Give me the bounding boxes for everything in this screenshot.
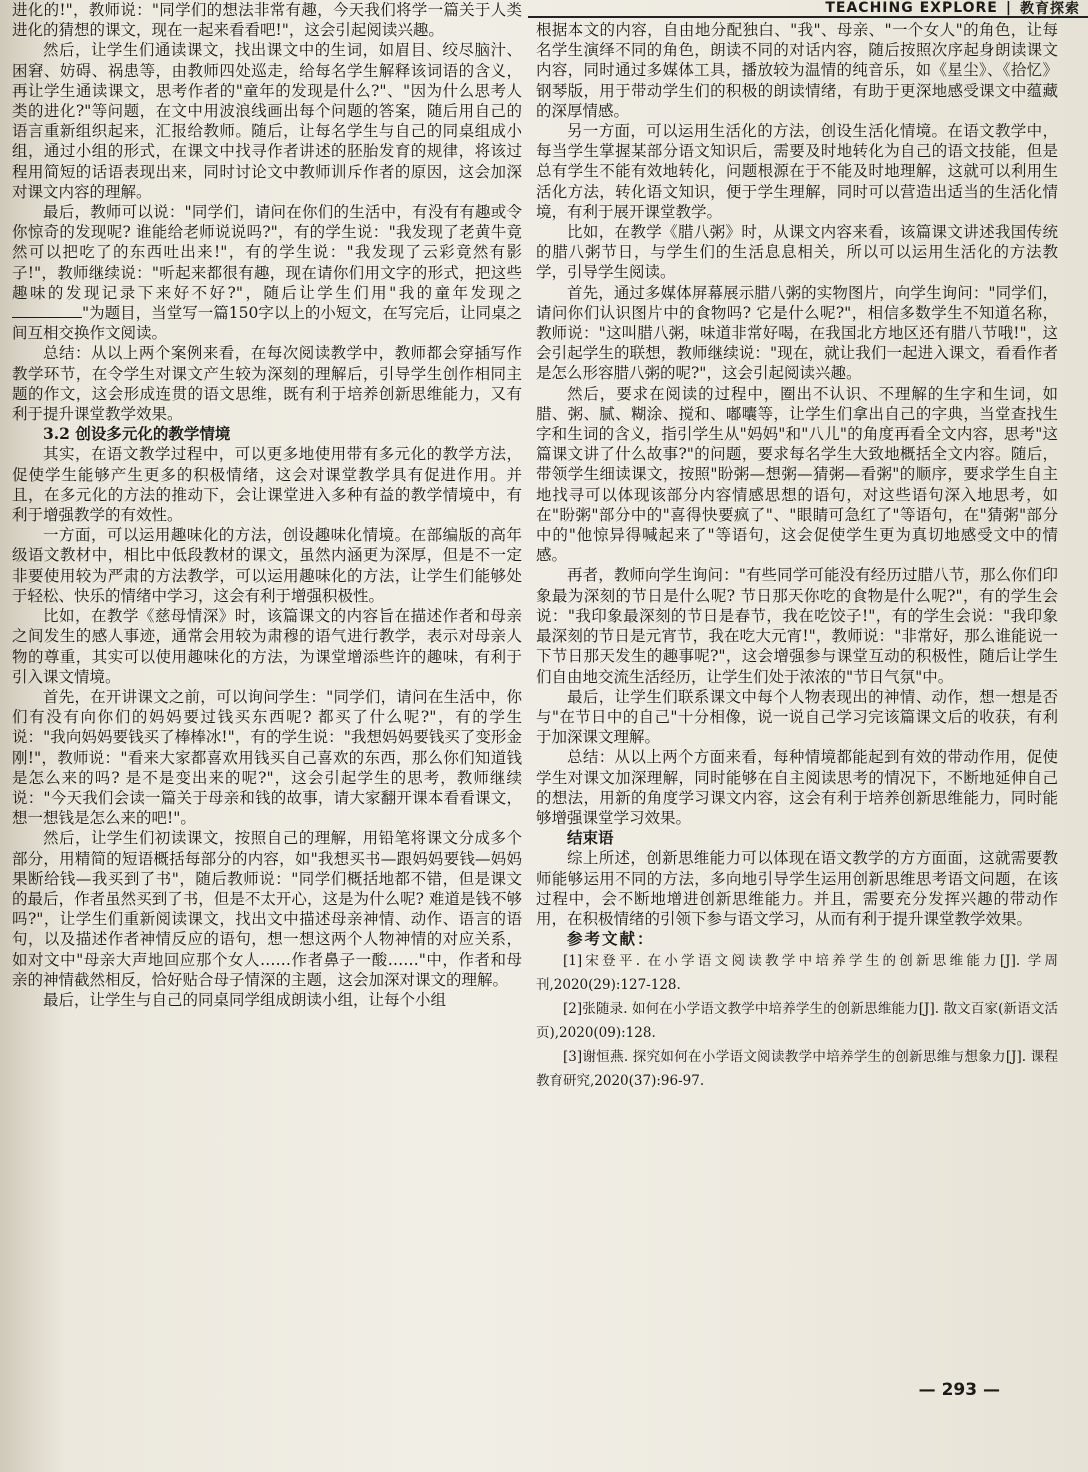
paragraph: 比如，在教学《腊八粥》时，从课文内容来看，该篇课文讲述我国传统的腊八粥节日，与学生们的生活息息相关，所以可以运用生活化的方法教学，引导学生阅读。 xyxy=(536,223,1058,282)
paragraph: 然后，让学生们通读课文，找出课文中的生词，如眉目、绞尽脑汁、困窘、妨碍、祸患等，由教师四处巡走，给每名学生解释该词语的含义，再让学生通读课文，思考作者的"童年的发现是什么?"、"因为什么思考人类的进化?"等问题，在文中用波浪线画出每个问题的答案，随后用自己的语言重新组织起来，汇报给教师。随后，让每名学生与自己的同桌组成小组，通过小组的形式，在课文中找寻作者讲述的胚胎发育的规律，将该过程用简短的话语表现出来，同时讨论文中教师训斥作者的原因，这会加深对课文内容的理解。 xyxy=(12,41,522,201)
paragraph: 最后，让学生们联系课文中每个人物表现出的神情、动作，想一想是否与"在节日中的自己"十分相像，说一说自己学习完该篇课文后的收获，有利于加深课文理解。 xyxy=(536,687,1058,747)
page-number: — 293 — xyxy=(918,1380,1000,1400)
paragraph: 再者，教师向学生询问："有些同学可能没有经历过腊八节，那么你们印象最为深刻的节日是什么呢? 节日那天你吃的食物是什么呢?"，有的学生会说："我印象最深刻的节日是春节，我在吃饺子!"，有的学生会说："我印象最深刻的节日是元宵节，我在吃大元宵!"，教师说："非常好，那么谁能说一下节日那天发生的趣事呢?"，这会增强参与课堂互动的积极性，随后让学生们自由地交流生活经历，让学生们处于浓浓的"节日气氛"中。 xyxy=(536,566,1058,686)
running-header xyxy=(528,0,1088,18)
section-heading: 3.2 创设多元化的教学情境 xyxy=(43,424,231,444)
paragraph: 首先，在开讲课文之前，可以询问学生："同学们，请问在生活中，你们有没有向你们的妈妈要过钱买东西呢? 都买了什么呢?"，有的学生说："我向妈妈要钱买了棒棒冰!"，有的学生说："我想妈妈要钱买了变形金刚!"，教师说："看来大家都喜欢用钱买自己喜欢的东西，那么你们知道钱是怎么来的吗? 是不是变出来的呢?"，这会引起学生的思考，教师继续说："今天我们会读一篇关于母亲和钱的故事，请大家翻开课本看看课文，想一想钱是怎么来的吧!"。 xyxy=(12,687,522,828)
paragraph: 其实，在语文教学过程中，可以更多地使用带有多元化的教学方法，促使学生能够产生更多的积极情绪，这会对课堂教学具有促进作用。并且，在多元化的方法的推动下，会让课堂进入多种有益的教学情境中，有利于增强教学的有效性。 xyxy=(12,445,522,525)
header-separator: | xyxy=(1005,0,1012,16)
paragraph: 比如，在教学《慈母情深》时，该篇课文的内容旨在描述作者和母亲之间发生的感人事迹，通常会用较为肃穆的语气进行教学，表示对母亲人物的尊重，其实可以使用趣味化的方法，为课堂增添些许的趣味，有利于引入课文情境。 xyxy=(12,607,522,686)
paragraph: 综上所述，创新思维能力可以体现在语文教学的方方面面，这就需要教师能够运用不同的方法，多向地引导学生运用创新思维思考语文问题，在该过程中，会不断地增进创新思维能力。并且，需要充分发挥兴趣的带动作用，在积极情绪的引领下参与语文学习，从而有利于提升课堂教学效果。 xyxy=(536,849,1058,928)
reference-item: [1]宋登平. 在小学语文阅读教学中培养学生的创新思维能力[J]. 学周刊,2020(29):127-128. xyxy=(536,953,1058,994)
header-chinese: 教育探索 xyxy=(1020,1,1080,17)
paragraph: 总结：从以上两个方面来看，每种情境都能起到有效的带动作用，促使学生对课文加深理解，同时能够在自主阅读思考的情况下，不断地延伸自己的想法，用新的角度学习课文内容，这会有利于培养创新思维能力，同时能够增强课堂学习效果。 xyxy=(536,748,1058,827)
paragraph: 然后，要求在阅读的过程中，圈出不认识、不理解的生字和生词，如腊、粥、腻、糊涂、搅和、嘟囔等，让学生们拿出自己的字典，当堂查找生字和生词的含义，指引学生从"妈妈"和"八儿"的角度再看全文内容，思考"这篇课文讲了什么故事?"的问题，要求每名学生大致地概括全文内容。随后，带领学生细读课文，按照"盼粥—想粥—猜粥—看粥"的顺序，要求学生自主地找寻可以体现该部分内容情感思想的语句，对这些语句深入地思考，如在"盼粥"部分中的"喜得快要疯了"、"眼睛可急红了"等语句，在"猜粥"部分中的"他惊异得喊起来了"等语句，这会促使学生更为真切地感受文中的情感。 xyxy=(536,384,1058,565)
paragraph: 一方面，可以运用趣味化的方法，创设趣味化情境。在部编版的高年级语文教材中，相比中低段教材的课文，虽然内涵更为深厚，但是不一定非要使用较为严肃的方法教学，可以运用趣味化的方法，让学生们能够处于轻松、快乐的情绪中学习，这会有利于增强积极性。 xyxy=(12,526,522,605)
left-column xyxy=(12,0,522,1010)
conclusion-heading: 结束语 xyxy=(567,828,614,848)
right-column xyxy=(536,20,1058,1093)
reference-item: [3]谢恒燕. 探究如何在小学语文阅读教学中培养学生的创新思维与想象力[J]. 课程教育研究,2020(37):96-97. xyxy=(536,1049,1058,1090)
fill-blank-line xyxy=(12,317,82,318)
paragraph: 进化的!"，教师说："同学们的想法非常有趣，今天我们将学一篇关于人类进化的猜想的课文，现在一起来看看吧!"，这会引起阅读兴趣。 xyxy=(12,1,522,40)
paragraph: 然后，让学生们初读课文，按照自己的理解，用铅笔将课文分成多个部分，用精简的短语概括每部分的内容，如"我想买书—跟妈妈要钱—妈妈果断给钱—我买到了书"，随后教师说："同学们概括地都不错，但是课文的最后，作者虽然买到了书，但是不太开心，这是为什么呢? 难道是钱不够吗?"，让学生们重新阅读课文，找出文中描述母亲神情、动作、语言的语句，以及描述作者神情反应的语句，想一想这两个人物神情的对应关系，如对文中"母亲大声地回应那个女人……作者鼻子一酸……"中，作者和母亲的神情截然相反，恰好贴合母子情深的主题，这会加深对课文的理解。 xyxy=(12,829,522,989)
paragraph: 另一方面，可以运用生活化的方法，创设生活化情境。在语文教学中，每当学生掌握某部分语文知识后，需要及时地转化为自己的语文技能，但是总有学生不能有效地转化，问题根源在于不能及时地理解，这就可以利用生活化方法，转化语文知识，便于学生理解，同时可以营造出适当的生活化情境，有利于展开课堂教学。 xyxy=(536,122,1058,221)
paragraph-text: 最后，教师可以说："同学们，请问在你们的生活中，有没有有趣或令你惊奇的发现呢? 谁能给老师说说吗?"，有的学生说："我发现了老黄牛竟然可以把吃了的东西吐出来!"，有的学生说："我发现了云彩竟然有影子!"，教师继续说："听起来都很有趣，现在请你们用文字的形式，把这些趣味的发现记录下来好不好?"，随后让学生们用"我的童年发现之 xyxy=(12,203,522,302)
paragraph: 根据本文的内容，自由地分配独白、"我"、母亲、"一个女人"的角色，让每名学生演绎不同的角色，朗读不同的对话内容，随后按照次序起身朗读课文内容，同时通过多媒体工具，播放较为温情的纯音乐，如《星尘》、《拾忆》钢琴版，用于带动学生们的积极的朗读情绪，有助于更深地感受课文中蕴藏的深厚情感。 xyxy=(536,21,1058,120)
paragraph: 最后，让学生与自己的同桌同学组成朗读小组，让每个小组 xyxy=(43,990,447,1009)
paragraph xyxy=(12,202,522,343)
paragraph: 首先，通过多媒体屏幕展示腊八粥的实物图片，向学生询问："同学们，请问你们认识图片中的食物吗? 它是什么呢?"，相信多数学生不知道名称，教师说："这叫腊八粥，味道非常好喝，在我国北方地区还有腊八节哦!"，这会引起学生的联想，教师继续说："现在，就让我们一起进入课文，看看作者是怎么形容腊八粥的呢?"，这会引起阅读兴趣。 xyxy=(536,283,1058,383)
references-title: 参考文献： xyxy=(567,929,655,949)
paragraph: 总结：从以上两个案例来看，在每次阅读教学中，教师都会穿插写作教学环节，在令学生对课文产生较为深刻的理解后，引导学生创作相同主题的作文，这会形成连贯的语文思维，既有利于培养创新思维能力，又有利于提升课堂教学效果。 xyxy=(12,344,522,424)
reference-item: [2]张随录. 如何在小学语文教学中培养学生的创新思维能力[J]. 散文百家(新语文活页),2020(09):128. xyxy=(536,1001,1058,1042)
header-english: TEACHING EXPLORE xyxy=(825,0,998,16)
paragraph-text: "为题目，当堂写一篇150字以上的小短文，在写完后，让同桌之间互相交换作文阅读。 xyxy=(12,304,522,343)
